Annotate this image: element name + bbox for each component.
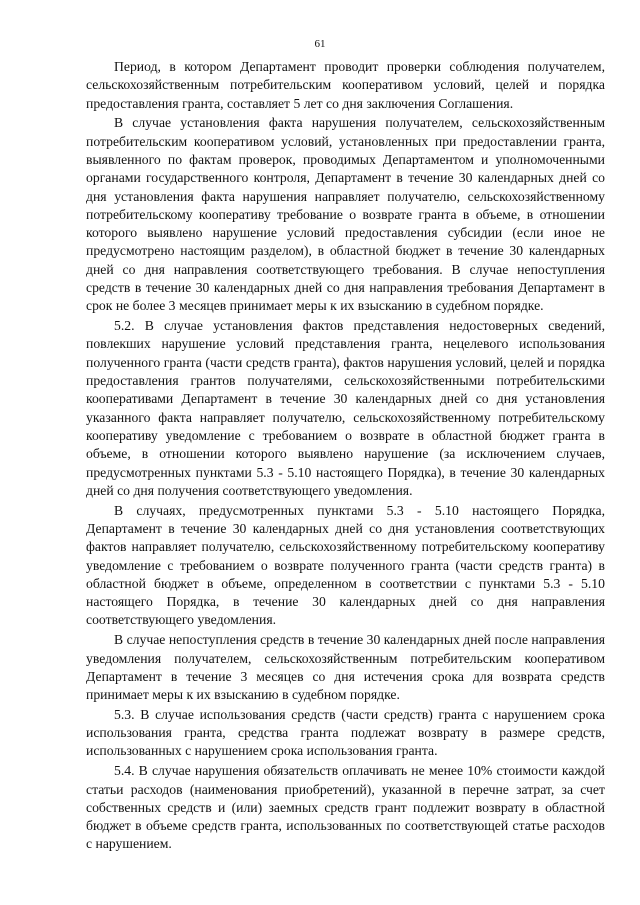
document-body (86, 58, 605, 854)
paragraph: Период, в котором Департамент проводит проверки соблюдения получателем, сельскохозяйственным потребительским кооперативом условий, целей и порядка предоставления гранта, составляет 5 лет со дня заключения Соглашения. (86, 59, 605, 111)
paragraph: В случае непоступления средств в течение 30 календарных дней после направления уведомления получателем, сельскохозяйственным потребительским кооперативом Департамент в течение 3 месяцев со дня истечения срока для возврата средств принимает меры к их взысканию в судебном порядке. (86, 632, 605, 703)
paragraph: 5.3. В случае использования средств (части средств) гранта с нарушением срока использования гранта, средства гранта подлежат возврату в размере средств, использованных с нарушением срока использования гранта. (86, 706, 605, 759)
paragraph: В случаях, предусмотренных пунктами 5.3 - 5.10 настоящего Порядка, Департамент в течение 30 календарных дней со дня установления соответствующих фактов направляет получателю, сельскохозяйственному потребительскому кооперативу уведомление с требованием о возврате полученного гранта (части средств гранта) в областной бюджет в объеме, определенном в соответствии с пунктами 5.3 - 5.10 настоящего Порядка, в течение 30 календарных дней со дня направления соответствующего уведомления. (86, 502, 605, 628)
paragraph: 5.4. В случае нарушения обязательств оплачивать не менее 10% стоимости каждой статьи расходов (наименования приобретений), указанной в перечне затрат, за счет собственных средств и (или) заемных средств грант подлежит возврату в областной бюджет в объеме средств гранта, использованных по соответствующей статье расходов с нарушением. (86, 763, 605, 852)
page-number: 61 (314, 38, 326, 50)
paragraph: В случае установления факта нарушения получателем, сельскохозяйственным потребительским кооперативом условий, установленных при предоставлении гранта, выявленного по фактам проверок, проводимых Департаментом и уполномоченными органами государственного контроля, Департамент в течение 30 календарных дней со дня установления факта нарушения направляет получателю, сельскохозяйственному потребительскому кооперативу требование о возврате гранта в объеме, в отношении которого выявлено нарушение условий предоставления субсидии (если иное не предусмотрено настоящим разделом), в областной бюджет в течение 30 календарных дней со дня направления соответствующего требования. В случае непоступления средств в течение 30 календарных дней со дня направления требования Департамент в срок не более 3 месяцев принимает меры к их взысканию в судебном порядке. (86, 115, 605, 314)
paragraph: 5.2. В случае установления фактов представления недостоверных сведений, повлекших нарушение условий представления гранта, нецелевого использования полученного гранта (части средств гранта), фактов нарушения условий, целей и порядка предоставления грантов получателями, сельскохозяйственными потребительскими кооперативами Департамент в течение 30 календарных дней со дня установления указанного факта направляет получателю, сельскохозяйственному потребительскому кооперативу уведомление с требованием о возврате в областной бюджет гранта в объеме, в отношении которого выявлено нарушение (за исключением случаев, предусмотренных пунктами 5.3 - 5.10 настоящего Порядка), в течение 30 календарных дней со дня получения соответствующего уведомления. (86, 318, 605, 498)
